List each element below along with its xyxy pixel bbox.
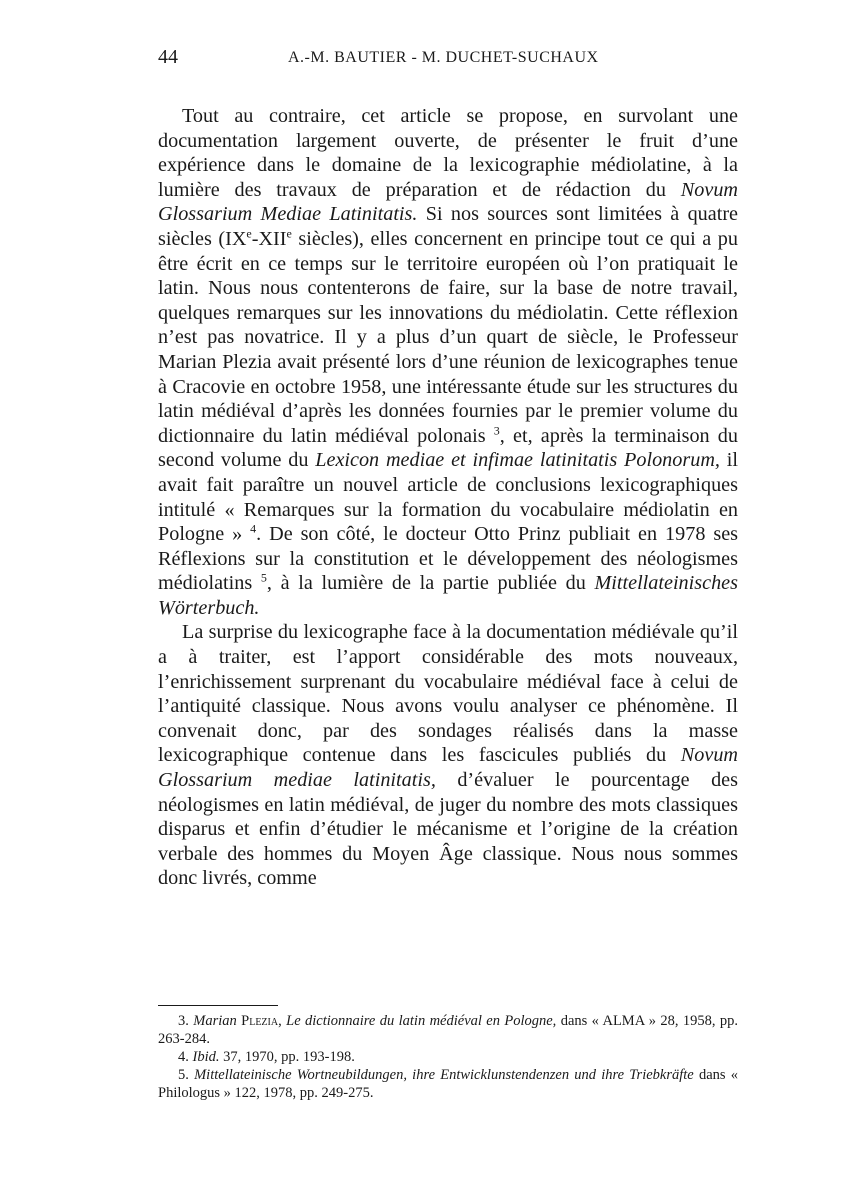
footnote-rule: [158, 1005, 278, 1006]
footnote-3: [158, 1012, 738, 1048]
footnote-5: [158, 1066, 738, 1102]
text-run: il avait fait paraître un nouvel article de conclusions lexicographiques intitulé « Remarques sur la formation du vocabulaire médiolatin en Pologne »: [158, 449, 738, 546]
italic-title: Lexicon mediae et infimae latinitatis Polonorum,: [315, 449, 720, 472]
text-run: . De son côté, le docteur Otto Prinz publiait en 1978 ses Réflexions sur la constitution et le développement des néologismes médiolatins: [158, 523, 739, 595]
text-run: , et, après la terminaison du second volume du: [158, 424, 738, 472]
paragraph-2: [158, 620, 738, 891]
italic-title: Novum Glossarium Mediae Latinitatis.: [158, 178, 738, 226]
text-run: d’évaluer le pourcentage des néologismes en latin médiéval, de juger du nombre des mots classiques disparus et enfin d’étudier le mécanisme et l’origine de la création verbale des hommes du Moyen Âge classique. Nous nous sommes donc livrés, comme: [158, 769, 739, 890]
text-run: -XII: [251, 227, 287, 250]
italic-title: Mittellateinisches Wörterbuch.: [158, 572, 738, 619]
body-text: [158, 104, 738, 891]
footnote-ibid: Ibid.: [192, 1049, 220, 1065]
footnote-text: 37, 1970, pp. 193-198.: [219, 1049, 355, 1065]
footnote-number: 3.: [178, 1013, 189, 1029]
footnote-author-surname: Plezia,: [241, 1013, 282, 1029]
page-number: 44: [158, 46, 178, 68]
page-header: [158, 46, 738, 72]
text-run: siècles), elles concernent en principe tout ce qui a pu être écrit en ce temps sur le territoire européen où l’on pratiquait le latin. Nous nous contenterons de faire, sur la base de notre travail, quelques remarques sur les innovations du médiolatin. Cette réflexion n’est pas novatrice. Il y a plus d’un quart de siècle, le Professeur Marian Plezia avait présenté lors d’une réunion de lexicographes tenue à Cracovie en octobre 1958, une intéressante étude sur les structures du latin médiéval d’après les données fournies par le premier volume du dictionnaire du latin médiéval polonais: [158, 227, 738, 447]
footnotes: [158, 1012, 738, 1102]
footnote-text: dans « Philologus » 122, 1978, pp. 249-275.: [158, 1067, 738, 1101]
running-head: A.-M. BAUTIER - M. DUCHET-SUCHAUX: [288, 49, 599, 66]
footnote-title: Le dictionnaire du latin médiéval en Pologne,: [286, 1013, 557, 1029]
footnote-author: Marian: [193, 1013, 237, 1029]
paragraph-1: [158, 104, 738, 620]
text-run: Tout au contraire, cet article se propose, en survolant une documentation largement ouverte, de présenter le fruit d’une expérience dans le domaine de la lexicographie médiolatine, à la lumière des travaux de préparation et de rédaction du: [158, 105, 738, 201]
footnote-number: 5.: [178, 1067, 189, 1083]
text-run: Si nos sources sont limitées à quatre siècles (IX: [158, 203, 739, 250]
footnote-ref: 4: [250, 521, 257, 536]
footnote-ref: 5: [260, 570, 267, 585]
italic-title: Novum Glossarium mediae latinitatis,: [158, 744, 738, 792]
superscript: e: [246, 226, 252, 241]
text-run: , à la lumière de la partie publiée du: [266, 572, 595, 595]
footnote-4: [158, 1048, 738, 1066]
footnote-number: 4.: [178, 1049, 189, 1065]
footnote-ref: 3: [493, 422, 500, 437]
footnote-title: Mittellateinische Wortneubildungen, ihre Entwicklunstendenzen und ihre Triebkräfte: [194, 1067, 694, 1083]
text-run: La surprise du lexicographe face à la documentation médiévale qu’il a à traiter, est l’apport considérable des mots nouveaux, l’enrichissement surprenant du vocabulaire médiéval face à celui de l’antiquité classique. Nous avons voulu analyser ce phénomène. Il convenait donc, par des sondages réalisés dans la masse lexicographique contenue dans les fascicules publiés du: [158, 621, 738, 767]
superscript: e: [286, 226, 292, 241]
footnote-text: dans « ALMA » 28, 1958, pp. 263-284.: [158, 1013, 739, 1047]
